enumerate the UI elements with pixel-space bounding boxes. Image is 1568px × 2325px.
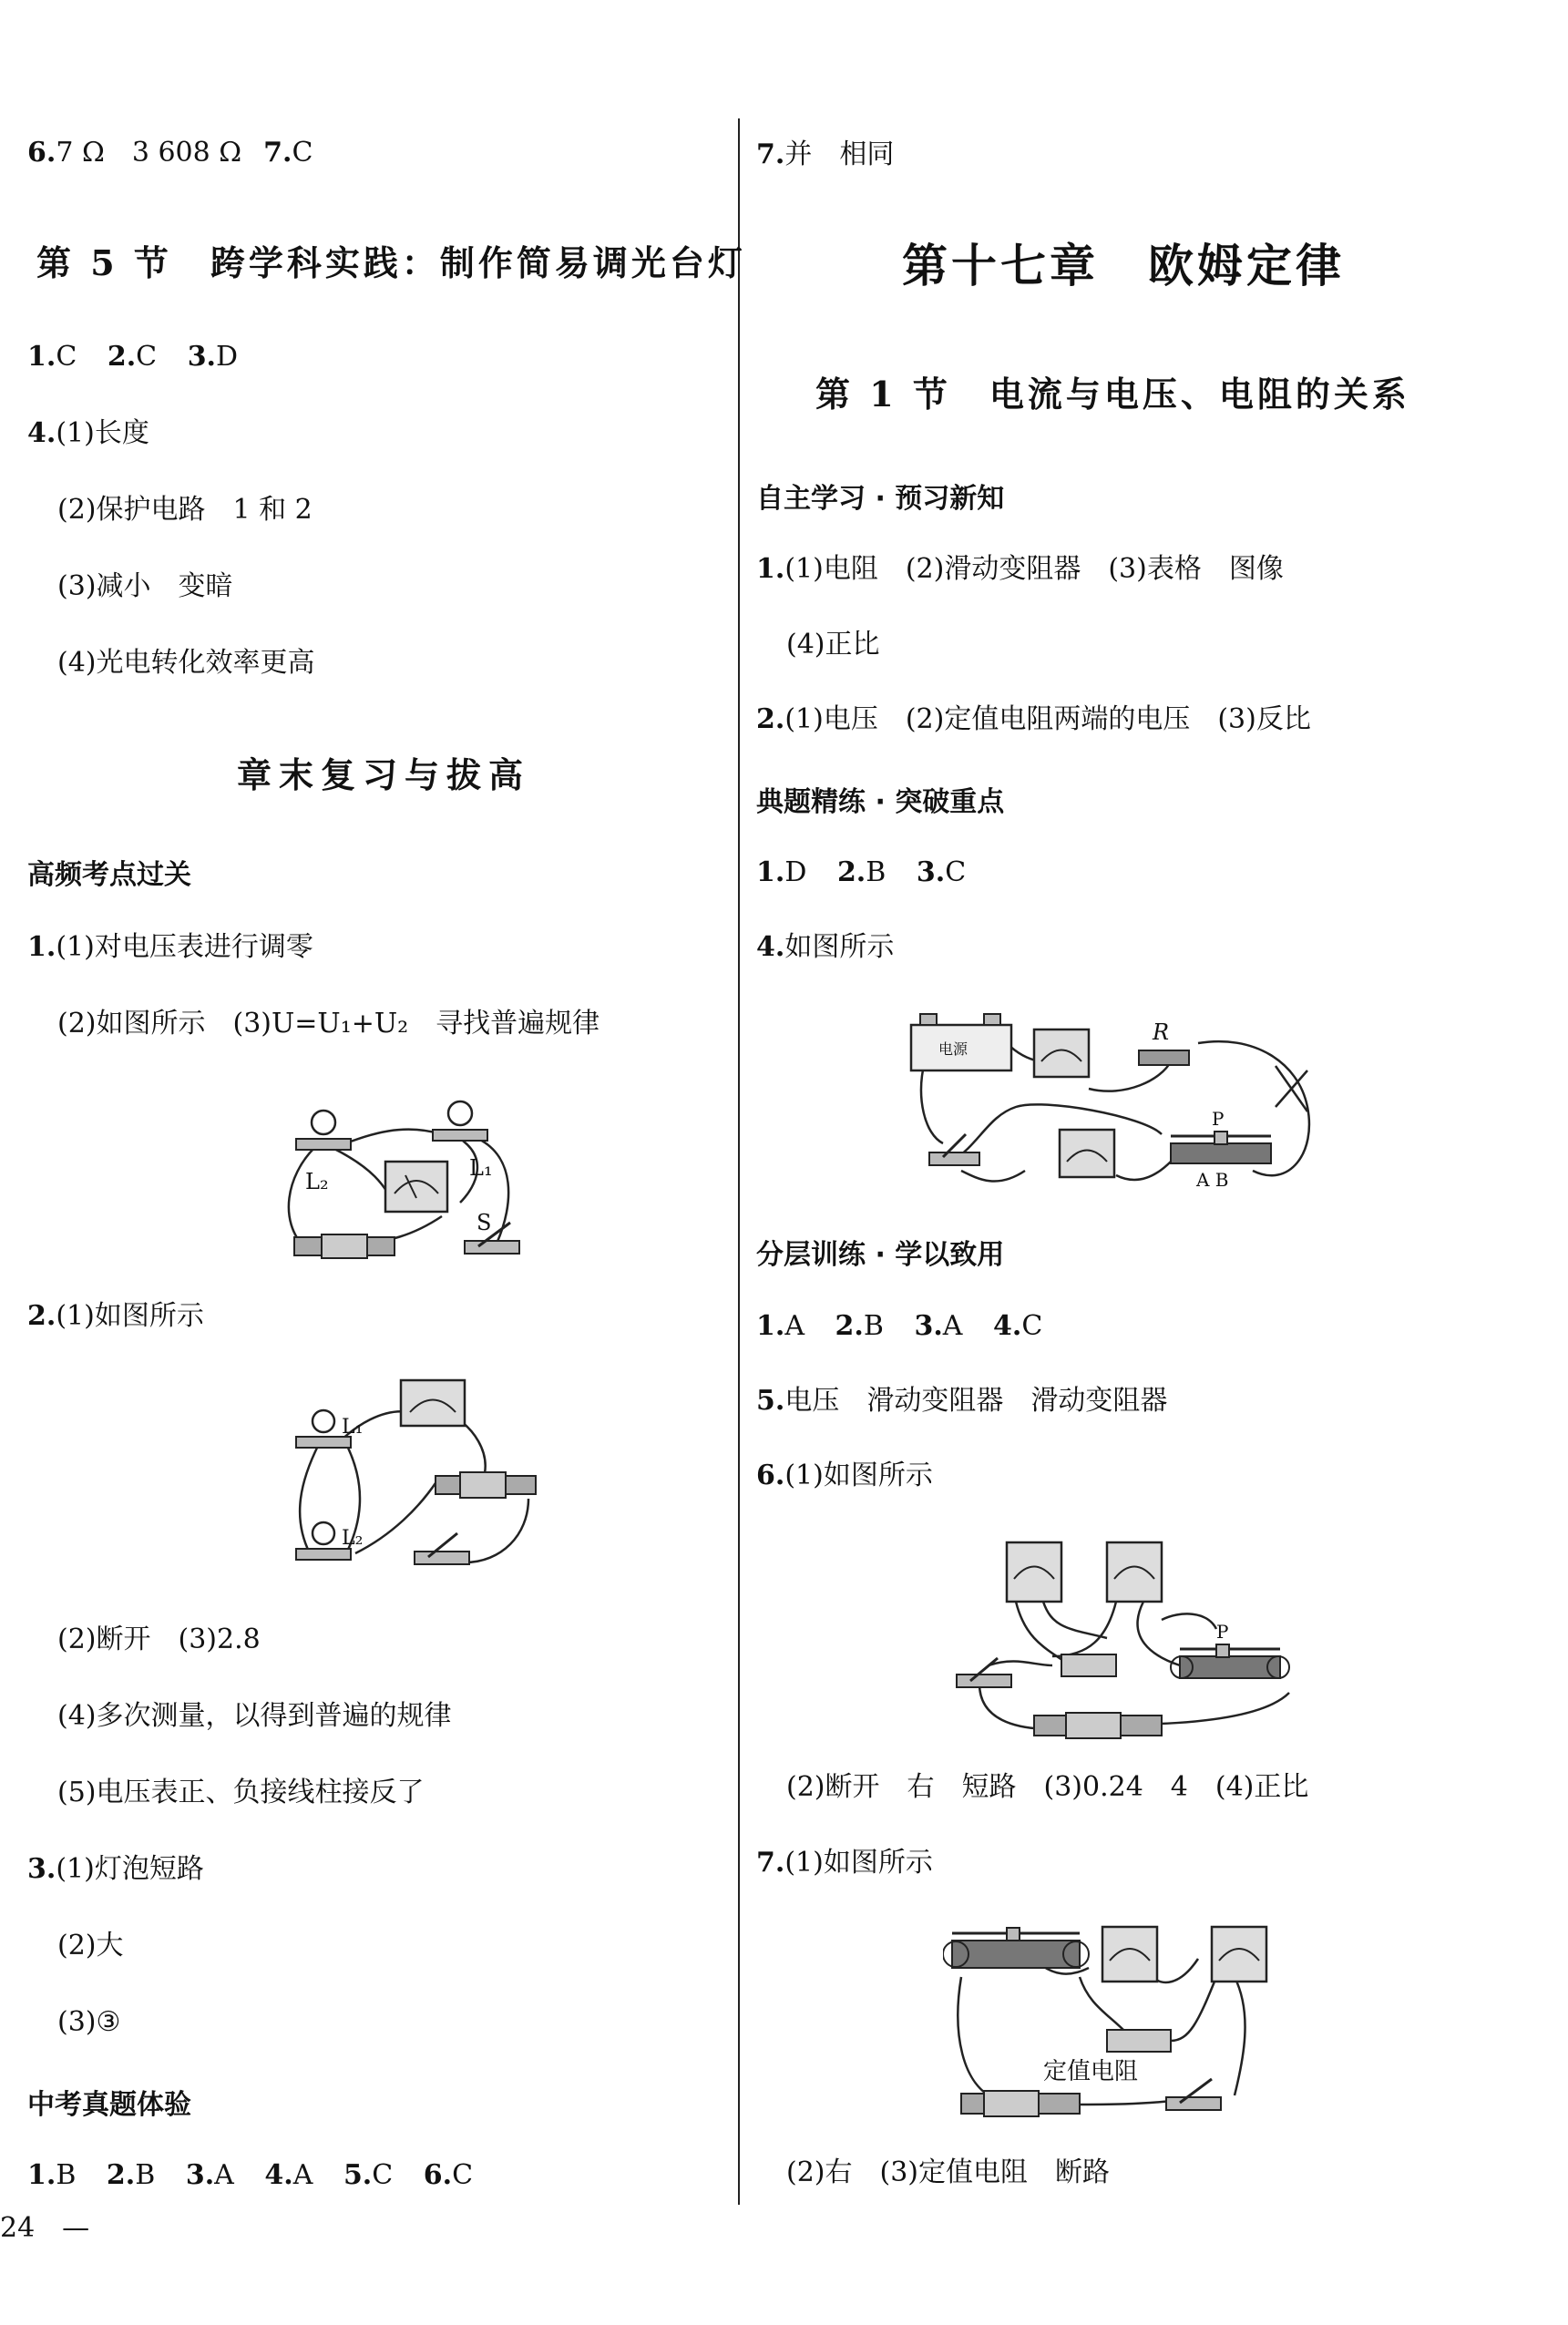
layered-training-title: 分层训练 · 学以致用 — [756, 1239, 1005, 1271]
answer-sub: (2)如图所示 (3)U=U₁+U₂ 寻找普遍规律 — [57, 1008, 600, 1040]
circuit-figure-4 — [943, 1538, 1307, 1747]
battery-label: 电源 — [938, 1040, 968, 1058]
section-1-title: 第 1 节 电流与电压、电阻的关系 — [815, 374, 1410, 415]
label-AB: A B — [1196, 1169, 1229, 1191]
review-title: 章末复习与拔高 — [237, 754, 531, 795]
typical-title: 典题精练 · 突破重点 — [756, 786, 1005, 818]
answer-line-exam: 1.B 2.B 3.A 4.A 5.C 6.C — [27, 2159, 474, 2191]
label-L2: L₂ — [342, 1527, 364, 1550]
answer-line-2: 2.(1)如图所示 — [27, 1300, 204, 1332]
answer-sub: (3)③ — [57, 2006, 121, 2038]
answer-line-6-7: 6.7 Ω 3 608 Ω 7.C — [27, 137, 313, 169]
answer-sub: (4)多次测量，以得到普遍的规律 — [57, 1700, 452, 1732]
answer-sub: (4)正比 — [786, 629, 880, 661]
label-L1: L₁ — [342, 1416, 364, 1439]
answer-line-7: 7.(1)如图所示 — [756, 1847, 933, 1879]
answer-line-6: 6.(1)如图所示 — [756, 1460, 933, 1491]
answer-line-1: 1.(1)对电压表进行调零 — [27, 931, 313, 963]
answer-line-1-3: 1.D 2.B 3.C — [756, 856, 967, 888]
answer-line-7: 7.并 相同 — [756, 138, 895, 170]
answer-line-1-4: 1.A 2.B 3.A 4.C — [756, 1310, 1043, 1342]
circuit-figure-5 — [943, 1922, 1326, 2123]
chapter-title: 第十七章 欧姆定律 — [902, 240, 1345, 292]
answer-line-4: 4.如图所示 — [756, 931, 895, 963]
answer-sub: (2)断开 (3)2.8 — [57, 1623, 261, 1655]
answer-line-1: 1.(1)电阻 (2)滑动变阻器 (3)表格 图像 — [756, 553, 1284, 585]
section-5-title: 第 5 节 跨学科实践：制作简易调光台灯 — [36, 242, 746, 283]
exam-title: 中考真题体验 — [27, 2089, 191, 2121]
label-R: R — [1153, 1019, 1170, 1045]
answer-sub: (2)保护电路 1 和 2 — [57, 494, 313, 526]
label-L1: L₁ — [469, 1155, 493, 1181]
answer-line-3: 3.(1)灯泡短路 — [27, 1853, 204, 1885]
gaopin-title: 高频考点过关 — [27, 859, 191, 891]
answer-sub: (5)电压表正、负接线柱接反了 — [57, 1777, 425, 1808]
self-study-title: 自主学习 · 预习新知 — [756, 483, 1005, 515]
answer-line-1-3: 1.C 2.C 3.D — [27, 341, 239, 373]
fixed-resistor-label: 定值电阻 — [1043, 2058, 1139, 2085]
label-S: S — [477, 1210, 492, 1235]
answer-line-5: 5.电压 滑动变阻器 滑动变阻器 — [756, 1385, 1168, 1417]
label-P: P — [1216, 1621, 1229, 1643]
page-number: 24 — — [0, 2212, 90, 2244]
answer-sub: (3)减小 变暗 — [57, 570, 233, 602]
answer-line-2: 2.(1)电压 (2)定值电阻两端的电压 (3)反比 — [756, 703, 1311, 735]
label-P: P — [1212, 1108, 1225, 1130]
label-L2: L₂ — [305, 1169, 329, 1194]
answer-sub: (2)大 — [57, 1930, 124, 1961]
circuit-figure-3 — [907, 1007, 1335, 1207]
answer-sub: (2)右 (3)定值电阻 断路 — [786, 2156, 1110, 2188]
answer-line-4: 4.(1)长度 — [27, 417, 149, 449]
circuit-figure-2 — [264, 1371, 538, 1581]
column-divider — [738, 118, 740, 2205]
circuit-figure-1 — [278, 1084, 533, 1266]
answer-sub: (4)光电转化效率更高 — [57, 647, 315, 679]
answer-sub: (2)断开 右 短路 (3)0.24 4 (4)正比 — [786, 1771, 1309, 1803]
